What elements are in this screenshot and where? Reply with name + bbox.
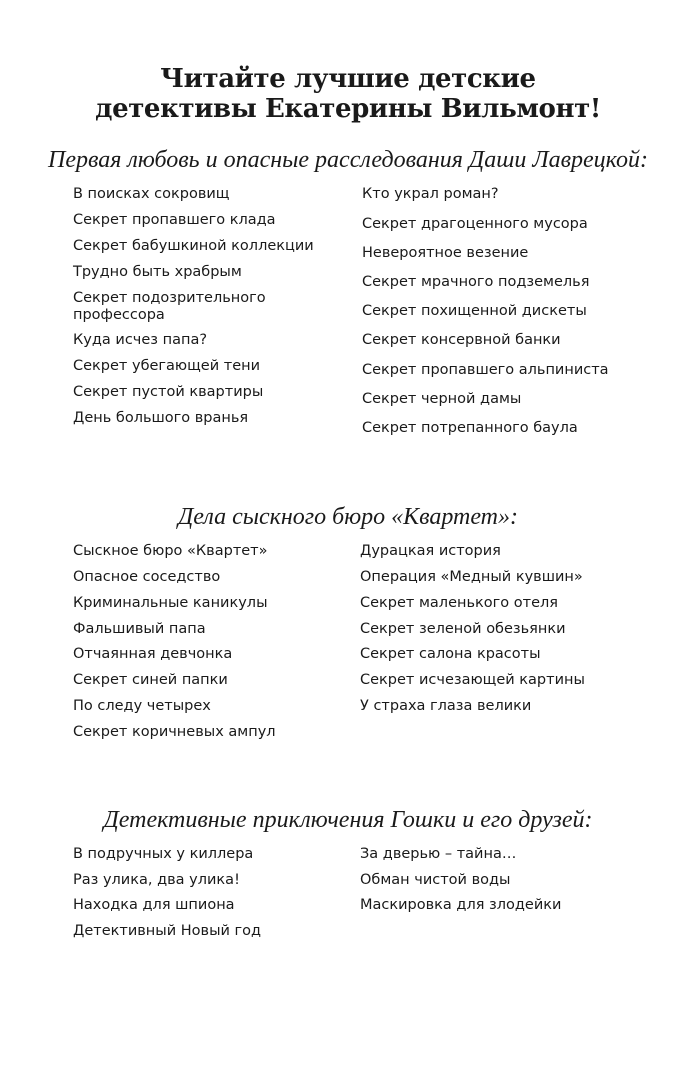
book-title: Секрет драгоценного мусора <box>362 216 588 232</box>
book-title: Секрет маленького отеля <box>360 595 558 611</box>
book-title: Маскировка для злодейки <box>360 897 562 913</box>
book-title: Секрет подозрительного профессора <box>73 290 266 323</box>
book-title: Секрет похищенной дискеты <box>362 303 587 319</box>
book-title: Секрет синей папки <box>73 672 228 688</box>
book-title: Находка для шпиона <box>73 897 235 913</box>
book-title: По следу четырех <box>73 698 211 714</box>
book-title: Детективный Новый год <box>73 923 262 939</box>
book-title: Невероятное везение <box>362 245 529 261</box>
book-title: День большого вранья <box>73 410 249 426</box>
book-title: В поисках сокровищ <box>73 186 230 202</box>
book-title: Секрет бабушкиной коллекции <box>73 238 314 254</box>
section-title-dasha: Первая любовь и опасные расследования Даши Лаврецкой: <box>48 147 648 173</box>
book-title: Дурацкая история <box>360 543 501 559</box>
book-title: Секрет зеленой обезьянки <box>360 621 566 637</box>
book-title: Опасное соседство <box>73 569 221 585</box>
book-title: Секрет черной дамы <box>362 391 522 407</box>
book-title: Кто украл роман? <box>362 186 499 202</box>
book-title: Секрет убегающей тени <box>73 358 261 374</box>
book-title: Секрет мрачного подземелья <box>362 274 590 290</box>
book-title: В подручных у киллера <box>73 846 254 862</box>
book-title: Куда исчез папа? <box>73 332 208 348</box>
book-title: У страха глаза велики <box>360 698 532 714</box>
heading-line-2: детективы Екатерины Вильмонт! <box>95 94 601 124</box>
book-title: Секрет пустой квартиры <box>73 384 264 400</box>
book-title: Обман чистой воды <box>360 872 511 888</box>
book-title: Секрет исчезающей картины <box>360 672 585 688</box>
book-title: Секрет пропавшего альпиниста <box>362 362 609 378</box>
book-title: Раз улика, два улика! <box>73 872 240 888</box>
page-heading <box>0 64 696 124</box>
book-title: Операция «Медный кувшин» <box>360 569 583 585</box>
book-title: Секрет коричневых ампул <box>73 724 276 740</box>
heading-line-1: Читайте лучшие детские <box>160 64 536 94</box>
book-title: Секрет консервной банки <box>362 332 561 348</box>
book-title: Сыскное бюро «Квартет» <box>73 543 268 559</box>
book-title: Трудно быть храбрым <box>73 264 242 280</box>
book-title: Секрет пропавшего клада <box>73 212 276 228</box>
book-title: Секрет салона красоты <box>360 646 541 662</box>
book-title: Отчаянная девчонка <box>73 646 233 662</box>
book-title: Фальшивый папа <box>73 621 206 637</box>
book-title: Криминальные каникулы <box>73 595 268 611</box>
section-title-kvartet: Дела сыскного бюро «Квартет»: <box>178 504 518 530</box>
book-title: Секрет потрепанного баула <box>362 420 578 436</box>
section-title-goshka: Детективные приключения Гошки и его друзей: <box>103 807 593 833</box>
book-title: За дверью – тайна… <box>360 846 517 862</box>
